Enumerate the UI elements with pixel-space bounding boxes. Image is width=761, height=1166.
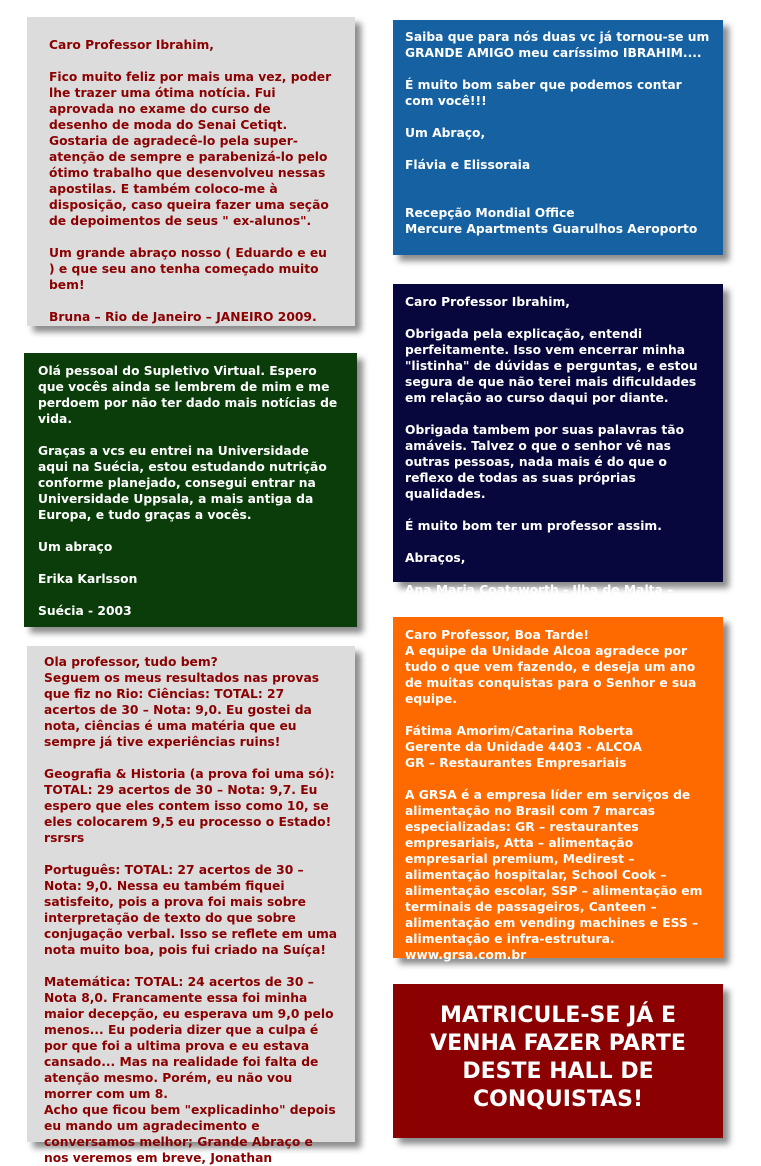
testimonial-card-erika — [24, 353, 357, 627]
testimonial-text-flavia: Saiba que para nós duas vc já tornou-se um GRANDE AMIGO meu caríssimo IBRAHIM.... É muito bom saber que podemos contar com você!!! Um Abraço, Flávia e Elissoraia Recepção Mondial Office Mercure Apartments Guarulhos Aeroporto — [405, 30, 710, 236]
enroll-cta-banner[interactable] — [393, 984, 723, 1138]
testimonial-card-flavia — [393, 20, 723, 255]
testimonial-text-grsa: Caro Professor, Boa Tarde! A equipe da Unidade Alcoa agradece por tudo o que vem fazendo, e deseja um ano de muitas conquistas para o Senhor e sua equipe. Fátima Amorim/Catarina Roberta Gerente da Unidade 4403 - ALCOA GR – Restaurantes Empresariais A GRSA é a empresa líder em serviços de alimentação no Brasil com 7 marcas especializadas: GR – restaurantes empresariais, Atta – alimentação empresarial premium, Medirest – alimentação hospitalar, School Cook – alimentação escolar, SSP – alimentação em terminais de passageiros, Canteen – alimentação em vending machines e ESS – alimentação e infra-estrutura. www.grsa.com.br — [405, 628, 703, 962]
testimonial-card-grsa — [393, 617, 723, 962]
testimonial-text-bruna: Caro Professor Ibrahim, Fico muito feliz por mais uma vez, poder lhe trazer uma ótima notícia. Fui aprovada no exame do curso de desenho de moda do Senai Cetiqt. Gostaria de agradecê-lo pela super-atenção de sempre e parabenizá-lo pelo ótimo trabalho que desenvolveu nessas apostilas. E também coloco-me à disposição, caso queira fazer uma seção de depoimentos de seus " ex-alunos". Um grande abraço nosso ( Eduardo e eu ) e que seu ano tenha começado muito bem! Bruna – Rio de Janeiro – JANEIRO 2009. — [49, 38, 332, 324]
testimonial-card-bruna — [27, 17, 355, 326]
testimonial-card-jonathan — [27, 646, 355, 1165]
testimonial-text-jonathan: Ola professor, tudo bem? Seguem os meus resultados nas provas que fiz no Rio: Ciências: TOTAL: 27 acertos de 30 – Nota: 9,0. Eu gostei da nota, ciências é uma matéria que eu sempre já tive experiências ruins! Geografia & Historia (a prova foi uma só): TOTAL: 29 acertos de 30 – Nota: 9,7. Eu espero que eles contem isso como 10, se eles colocarem 9,5 eu processo o Estado! rsrsrs Português: TOTAL: 27 acertos de 30 – Nota: 9,0. Nessa eu também fiquei satisfeito, pois a prova foi mais sobre interpretação de texto do que sobre conjugação verbal. Isso se reflete em uma nota muito boa, pois fui criado na Suíça! Matemática: TOTAL: 24 acertos de 30 – Nota 8,0. Francamente essa foi minha maior decepção, eu esperava um 9,0 pelo menos... Eu poderia dizer que a culpa é por que foi a ultima prova e eu estava cansado... Mas na realidade foi falta de atenção mesmo. Porém, eu não vou morrer com um 8. Acho que ficou bem "explicadinho" depois eu mando um agradecimento e conversamos melhor; Grande Abraço e nos veremos em breve, Jonathan — [44, 655, 338, 1165]
testimonial-card-ana — [393, 284, 723, 613]
testimonial-text-ana: Caro Professor Ibrahim, Obrigada pela explicação, entendi perfeitamente. Isso vem encerrar minha "listinha" de dúvidas e perguntas, e estou segura de que não terei mais dificuldades em relação ao curso daqui por diante. Obrigada tambem por suas palavras tão amáveis. Talvez o que o senhor vê nas outras pessoas, nada mais é do que o reflexo de todas as suas próprias qualidades. É muito bom ter um professor assim. Abraços, Ana Maria Coatsworth - Ilha de Malta – 2008 — [405, 295, 698, 613]
testimonial-text-erika: Olá pessoal do Supletivo Virtual. Espero que vocês ainda se lembrem de mim e me perdoem por não ter dado mais notícias de vida. Graças a vcs eu entrei na Universidade aqui na Suécia, estou estudando nutrição conforme planejado, consegui entrar na Universidade Uppsala, a mais antiga da Europa, e tudo graças a vocês. Um abraço Erika Karlsson Suécia - 2003 — [38, 364, 338, 618]
enroll-cta-text: MATRICULE-SE JÁ E VENHA FAZER PARTE DESTE HALL DE CONQUISTAS! — [430, 1003, 686, 1112]
